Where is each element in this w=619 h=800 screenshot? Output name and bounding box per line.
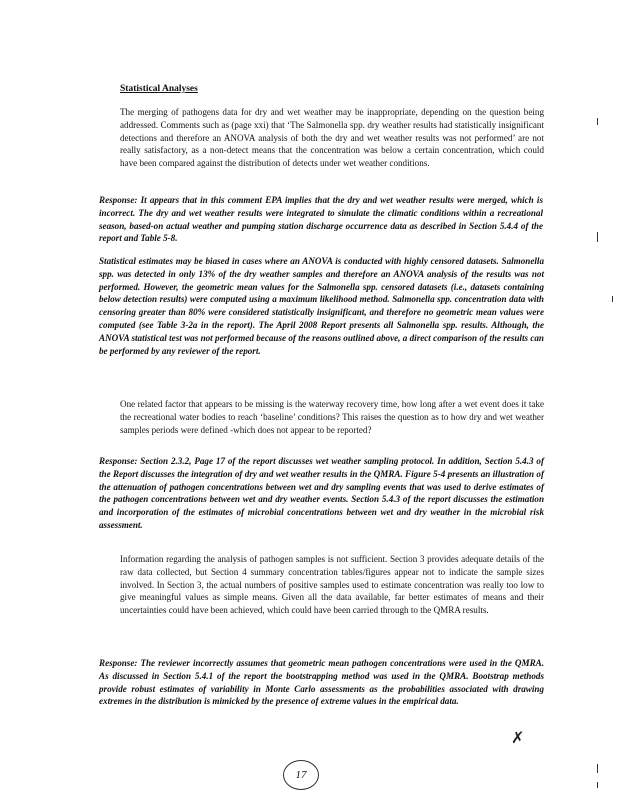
reviewer-comment: One related factor that appears to be missing is the waterway recovery time, how long after a wet event does it take the recreational water bodies to reach ‘baseline’ conditions? This raises the question as to how dry and wet weather samples periods were defined -which does not appear to be reported? [120,399,544,435]
reviewer-comment: The merging of pathogens data for dry and wet weather may be inappropriate, depending on the question being addressed. Comments such as (page xxi) that ‘The Salmonella spp. dry weather results had statistically insignificant detections and therefore an ANOVA analysis of both the dry and wet weather results was not performed’ are not really satisfactory, as a non-detect means that the concentration was below a certain concentration, which could have been compared against the distribution of detects under wet weather conditions. [120,107,544,169]
handwritten-mark: ✗ [511,728,525,747]
response-paragraph: Response: The reviewer incorrectly assumes that geometric mean pathogen concentrations were used in the QMRA. As discussed in Section 5.4.1 of the report the bootstrapping method was used in the QMRA. Bootstrap methods provide robust estimates of variability in Monte Carlo assessments as the probabilities associated with drawing extremes in the distribution is mimicked by the presence of extreme values in the empirical data. [99,658,544,707]
margin-mark [597,232,598,242]
margin-mark [612,296,613,302]
section-heading: Statistical Analyses [120,84,198,94]
margin-mark [597,764,598,773]
response-paragraph: Response: It appears that in this comment EPA implies that the dry and wet weather results were merged, which is incorrect. The dry and wet weather results were integrated to simulate the climatic conditions within a recreational season, based-on actual weather and pumping station discharge occurrence data as described in Section 5.4.4 of the report and Table 5-8. [99,195,543,244]
reviewer-comment: Information regarding the analysis of pathogen samples is not sufficient. Section 3 provides adequate details of the raw data collected, but Section 4 summary concentration tables/figures appear not to indicate the sample sizes involved. In Section 3, the actual numbers of positive samples used to estimate concentration was really too low to give meaningful values as simple means. Given all the data available, far better estimates of means and their uncertainties could have been achieved, which could have been carried through to the QMRA results. [120,554,544,616]
page-number: 17 [283,760,319,790]
response-paragraph: Response: Section 2.3.2, Page 17 of the report discusses wet weather sampling protocol. In addition, Section 5.4.3 of the Report discusses the integration of dry and wet weather results in the QMRA. Figure 5-4 presents an illustration of the attenuation of pathogen concentrations between wet and dry sampling events that was used to derive estimates of the pathogen concentrations between wet and dry weather events. Section 5.4.3 of the report discusses the estimation and incorporation of the estimates of microbial concentrations between wet and dry weather in the microbial risk assessment. [99,456,544,530]
margin-mark [597,782,598,788]
response-paragraph: Statistical estimates may be biased in cases where an ANOVA is conducted with highly censored datasets. Salmonella spp. was detected in only 13% of the dry weather samples and therefore an ANOVA analysis of the results was not performed. However, the geometric mean values for the Salmonella spp. censored datasets (i.e., datasets containing below detection results) were computed using a maximum likelihood method. Salmonella spp. concentration data with censoring greater than 80% were considered statistically insignificant, and therefore no geometric mean values were computed (see Table 3-2a in the report). The April 2008 Report presents all Salmonella spp. results. Although, the ANOVA statistical test was not performed because of the reasons outlined above, a direct comparison of the results can be performed by any reviewer of the report. [99,256,544,356]
margin-mark [597,118,598,125]
